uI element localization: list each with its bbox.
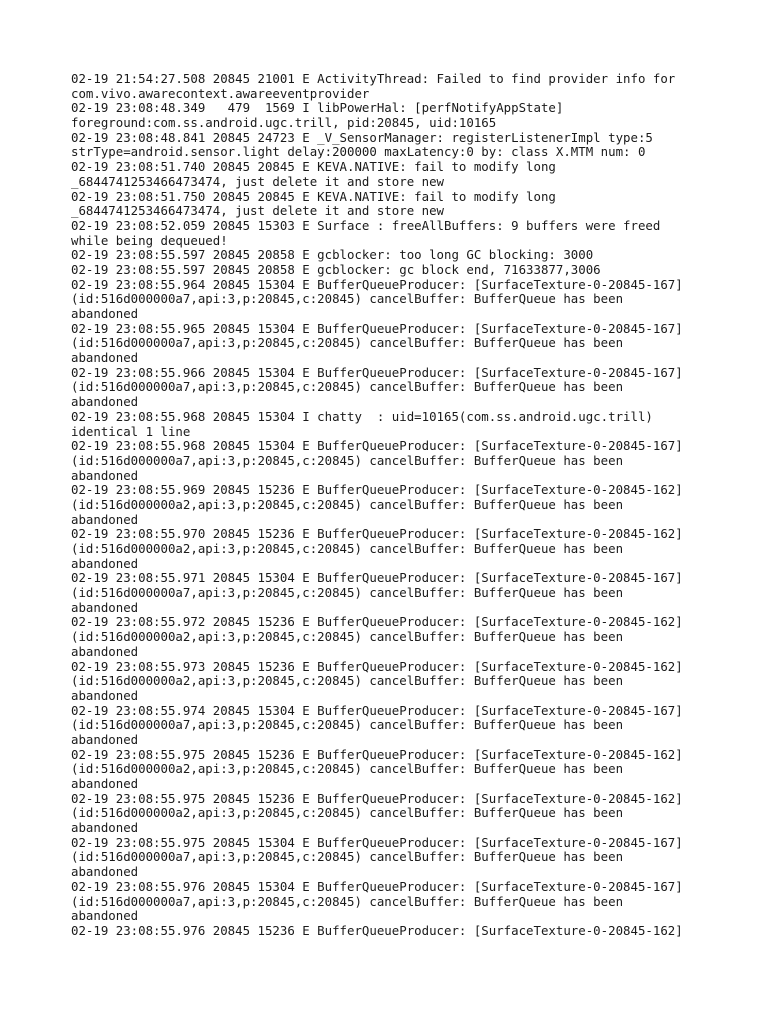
log-line: _6844741253466473474, just delete it and store new (71, 203, 444, 219)
log-line: (id:516d000000a2,api:3,p:20845,c:20845) cancelBuffer: BufferQueue has been (71, 541, 624, 556)
log-line: 02-19 23:08:48.841 20845 24723 E _V_SensorManager: registerListenerImpl type:5 (71, 129, 653, 145)
log-line: (id:516d000000a7,api:3,p:20845,c:20845) cancelBuffer: BufferQueue has been (71, 379, 624, 395)
log-line: (id:516d000000a7,api:3,p:20845,c:20845) cancelBuffer: BufferQueue has been (71, 291, 624, 307)
log-line: 02-19 23:08:55.970 20845 15236 E BufferQueueProducer: [SurfaceTexture-0-20845-162] (71, 526, 683, 542)
log-line: abandoned (71, 731, 139, 747)
log-line: abandoned (71, 350, 139, 366)
log-line: foreground:com.ss.android.ugc.trill, pid:20845, uid:10165 (71, 115, 497, 131)
log-line: (id:516d000000a7,api:3,p:20845,c:20845) cancelBuffer: BufferQueue has been (71, 849, 624, 865)
log-line: abandoned (71, 776, 139, 791)
log-line: 02-19 23:08:48.349 479 1569 I libPowerHal: [perfNotifyAppState] (71, 100, 564, 116)
log-line: 02-19 23:08:55.597 20845 20858 E gcblocker: gc block end, 71633877,3006 (71, 261, 601, 277)
log-line: (id:516d000000a7,api:3,p:20845,c:20845) cancelBuffer: BufferQueue has been (71, 452, 624, 468)
log-line: 02-19 21:54:27.508 20845 21001 E ActivityThread: Failed to find provider info for (71, 71, 676, 86)
log-line: 02-19 23:08:55.975 20845 15236 E BufferQueueProducer: [SurfaceTexture-0-20845-162] (71, 746, 683, 762)
log-line: com.vivo.awarecontext.awareeventprovider (71, 85, 370, 101)
log-line: (id:516d000000a7,api:3,p:20845,c:20845) cancelBuffer: BufferQueue has been (71, 335, 624, 351)
log-line: 02-19 23:08:55.969 20845 15236 E BufferQueueProducer: [SurfaceTexture-0-20845-162] (71, 482, 683, 498)
log-line: (id:516d000000a2,api:3,p:20845,c:20845) cancelBuffer: BufferQueue has been (71, 673, 624, 689)
log-line: abandoned (71, 394, 139, 410)
log-body (71, 72, 751, 939)
log-line: 02-19 23:08:55.968 20845 15304 E BufferQueueProducer: [SurfaceTexture-0-20845-167] (71, 438, 683, 454)
log-line: 02-19 23:08:55.974 20845 15304 E BufferQueueProducer: [SurfaceTexture-0-20845-167] (71, 702, 683, 718)
log-line: 02-19 23:08:55.966 20845 15304 E BufferQueueProducer: [SurfaceTexture-0-20845-167] (71, 364, 683, 380)
log-line: abandoned (71, 908, 139, 924)
log-line: 02-19 23:08:55.964 20845 15304 E BufferQueueProducer: [SurfaceTexture-0-20845-167] (71, 276, 683, 292)
log-line: 02-19 23:08:55.597 20845 20858 E gcblocker: too long GC blocking: 3000 (71, 247, 594, 263)
log-line: 02-19 23:08:52.059 20845 15303 E Surface : freeAllBuffers: 9 buffers were freed (71, 217, 661, 233)
log-line: abandoned (71, 687, 139, 703)
log-line: 02-19 23:08:55.968 20845 15304 I chatty : uid=10165(com.ss.android.ugc.trill) (71, 408, 653, 424)
log-line: abandoned (71, 820, 139, 836)
log-line: strType=android.sensor.light delay:200000 maxLatency:0 by: class X.MTM num: 0 (71, 144, 646, 160)
log-line: 02-19 23:08:55.976 20845 15304 E BufferQueueProducer: [SurfaceTexture-0-20845-167] (71, 878, 683, 894)
log-line: 02-19 23:08:55.976 20845 15236 E BufferQueueProducer: [SurfaceTexture-0-20845-162] (71, 922, 683, 938)
log-line: (id:516d000000a2,api:3,p:20845,c:20845) cancelBuffer: BufferQueue has been (71, 761, 624, 777)
log-line: (id:516d000000a2,api:3,p:20845,c:20845) cancelBuffer: BufferQueue has been (71, 805, 624, 821)
log-line: abandoned (71, 864, 139, 880)
log-line: 02-19 23:08:55.971 20845 15304 E BufferQueueProducer: [SurfaceTexture-0-20845-167] (71, 570, 683, 586)
log-line: 02-19 23:08:55.975 20845 15236 E BufferQueueProducer: [SurfaceTexture-0-20845-162] (71, 790, 683, 806)
log-line: 02-19 23:08:51.750 20845 20845 E KEVA.NATIVE: fail to modify long (71, 188, 556, 204)
log-line: abandoned (71, 643, 139, 659)
log-line: 02-19 23:08:55.965 20845 15304 E BufferQueueProducer: [SurfaceTexture-0-20845-167] (71, 320, 683, 336)
log-line: 02-19 23:08:55.975 20845 15304 E BufferQueueProducer: [SurfaceTexture-0-20845-167] (71, 834, 683, 850)
log-document (71, 72, 751, 939)
log-line: 02-19 23:08:55.972 20845 15236 E BufferQueueProducer: [SurfaceTexture-0-20845-162] (71, 614, 683, 630)
log-line: abandoned (71, 599, 139, 615)
log-line: identical 1 line (71, 423, 191, 439)
log-line: (id:516d000000a7,api:3,p:20845,c:20845) cancelBuffer: BufferQueue has been (71, 717, 624, 733)
log-line: (id:516d000000a2,api:3,p:20845,c:20845) cancelBuffer: BufferQueue has been (71, 496, 624, 512)
log-line: abandoned (71, 467, 139, 483)
log-line: (id:516d000000a7,api:3,p:20845,c:20845) cancelBuffer: BufferQueue has been (71, 585, 624, 601)
log-line: 02-19 23:08:55.973 20845 15236 E BufferQueueProducer: [SurfaceTexture-0-20845-162] (71, 658, 683, 674)
log-line: (id:516d000000a7,api:3,p:20845,c:20845) cancelBuffer: BufferQueue has been (71, 893, 624, 909)
log-line: abandoned (71, 306, 139, 321)
log-line: (id:516d000000a2,api:3,p:20845,c:20845) cancelBuffer: BufferQueue has been (71, 629, 624, 645)
log-line: _6844741253466473474, just delete it and store new (71, 173, 444, 189)
log-line: abandoned (71, 555, 139, 571)
log-line: abandoned (71, 511, 139, 527)
log-line: while being dequeued! (71, 232, 228, 248)
log-line: 02-19 23:08:51.740 20845 20845 E KEVA.NATIVE: fail to modify long (71, 159, 556, 175)
